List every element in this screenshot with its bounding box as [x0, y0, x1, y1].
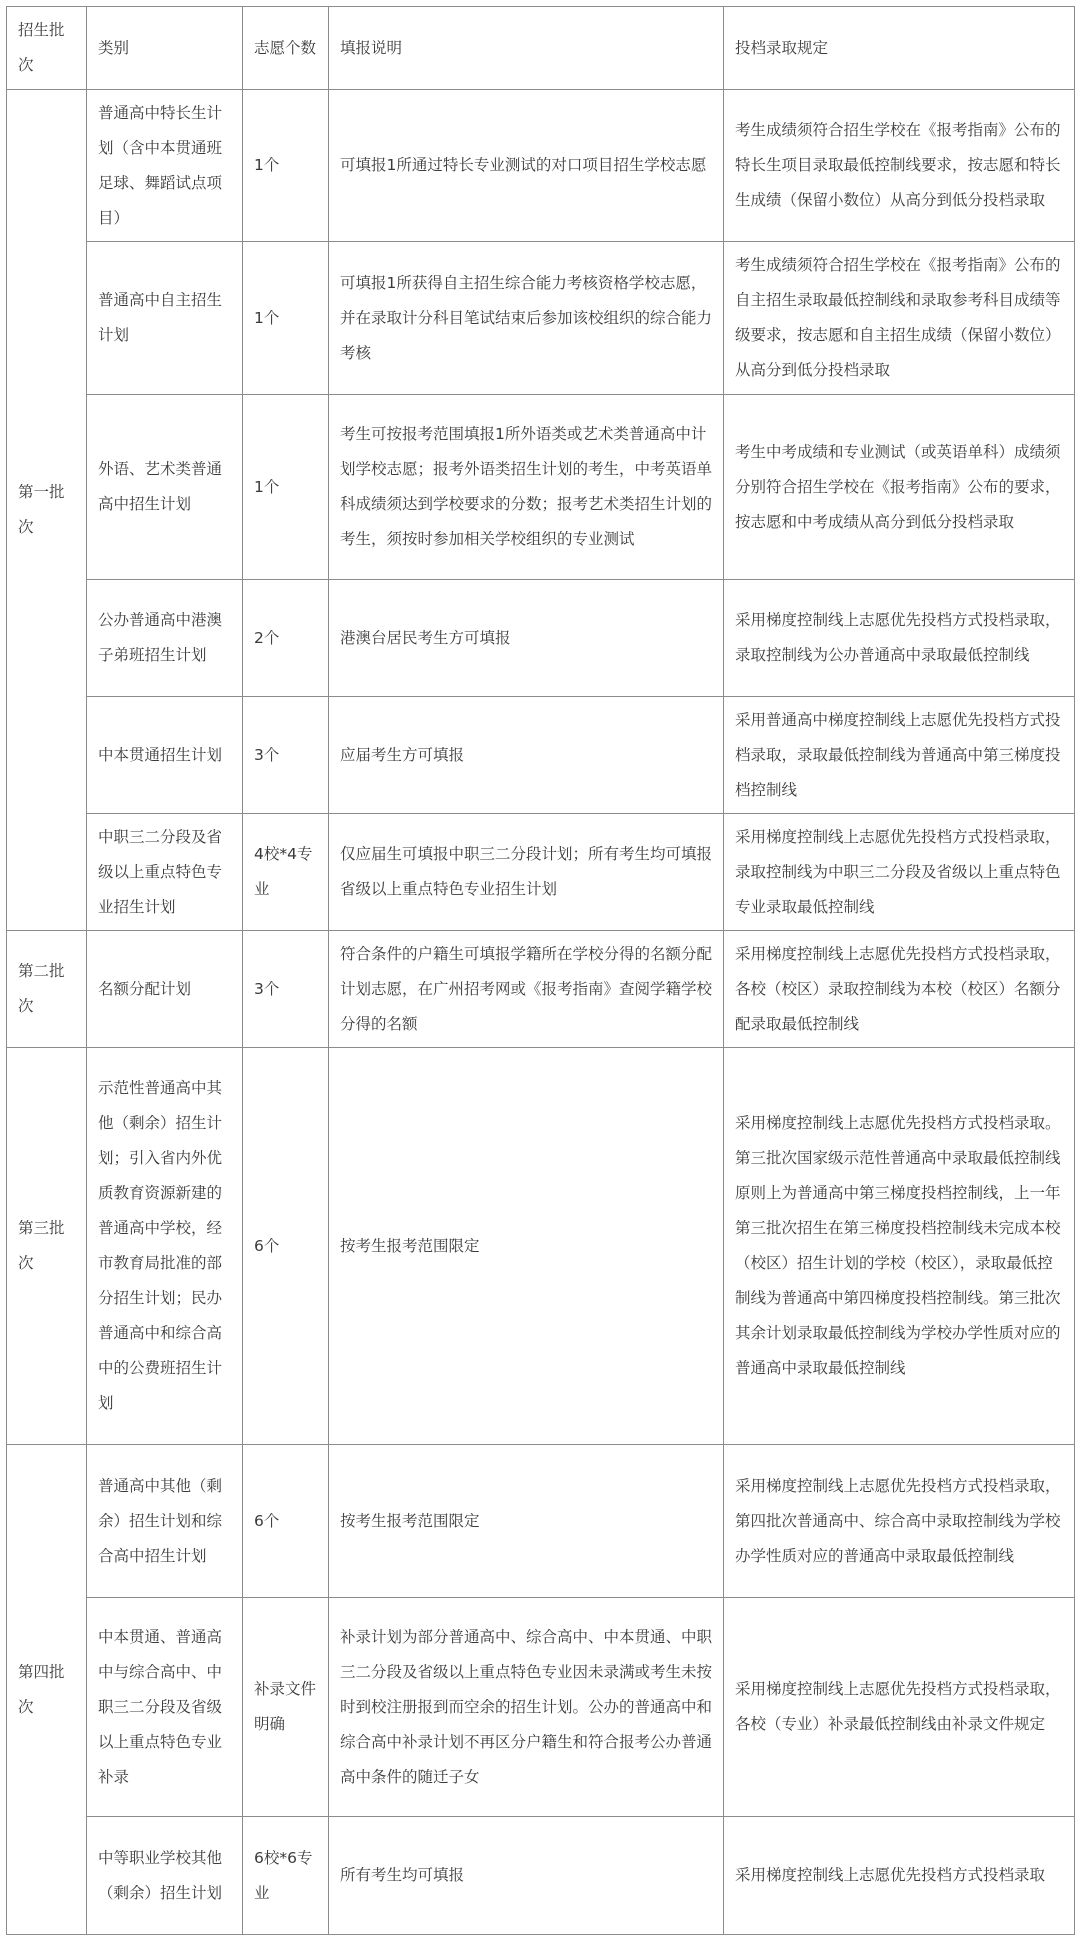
table-row	[7, 395, 1075, 580]
instructions-cell: 港澳台居民考生方可填报	[329, 580, 724, 697]
table-row	[7, 697, 1075, 814]
batch-cell: 第四批次	[7, 1445, 87, 1935]
count-cell: 补录文件明确	[243, 1598, 329, 1817]
table-row	[7, 242, 1075, 395]
batch-cell: 第三批次	[7, 1048, 87, 1445]
header-instructions: 填报说明	[329, 7, 724, 90]
count-cell: 4校*4专业	[243, 814, 329, 931]
rules-cell: 采用梯度控制线上志愿优先投档方式投档录取	[724, 1817, 1075, 1935]
rules-cell: 采用梯度控制线上志愿优先投档方式投档录取，第四批次普通高中、综合高中录取控制线为学校办学性质对应的普通高中录取最低控制线	[724, 1445, 1075, 1598]
instructions-cell: 考生可按报考范围填报1所外语类或艺术类普通高中计划学校志愿；报考外语类招生计划的考生，中考英语单科成绩须达到学校要求的分数；报考艺术类招生计划的考生，须按时参加相关学校组织的专业测试	[329, 395, 724, 580]
rules-cell: 考生成绩须符合招生学校在《报考指南》公布的自主招生录取最低控制线和录取参考科目成绩等级要求，按志愿和自主招生成绩（保留小数位）从高分到低分投档录取	[724, 242, 1075, 395]
rules-cell: 考生成绩须符合招生学校在《报考指南》公布的特长生项目录取最低控制线要求，按志愿和特长生成绩（保留小数位）从高分到低分投档录取	[724, 90, 1075, 242]
category-cell: 普通高中其他（剩余）招生计划和综合高中招生计划	[87, 1445, 243, 1598]
instructions-cell: 应届考生方可填报	[329, 697, 724, 814]
table-row	[7, 1445, 1075, 1598]
category-cell: 公办普通高中港澳子弟班招生计划	[87, 580, 243, 697]
batch-cell: 第一批次	[7, 90, 87, 931]
header-category: 类别	[87, 7, 243, 90]
table-row	[7, 1817, 1075, 1935]
admission-rules-table	[6, 6, 1075, 1935]
header-rules: 投档录取规定	[724, 7, 1075, 90]
category-cell: 外语、艺术类普通高中招生计划	[87, 395, 243, 580]
table-row	[7, 814, 1075, 931]
table-header-row	[7, 7, 1075, 90]
category-cell: 中职三二分段及省级以上重点特色专业招生计划	[87, 814, 243, 931]
category-cell: 普通高中自主招生计划	[87, 242, 243, 395]
rules-cell: 采用梯度控制线上志愿优先投档方式投档录取，录取控制线为公办普通高中录取最低控制线	[724, 580, 1075, 697]
instructions-cell: 按考生报考范围限定	[329, 1445, 724, 1598]
count-cell: 1个	[243, 242, 329, 395]
instructions-cell: 可填报1所通过特长专业测试的对口项目招生学校志愿	[329, 90, 724, 242]
rules-cell: 采用梯度控制线上志愿优先投档方式投档录取。第三批次国家级示范性普通高中录取最低控制线原则上为普通高中第三梯度投档控制线，上一年第三批次招生在第三梯度投档控制线未完成本校（校区）招生计划的学校（校区），录取最低控制线为普通高中第四梯度投档控制线。第三批次其余计划录取最低控制线为学校办学性质对应的普通高中录取最低控制线	[724, 1048, 1075, 1445]
instructions-cell: 所有考生均可填报	[329, 1817, 724, 1935]
category-cell: 中等职业学校其他（剩余）招生计划	[87, 1817, 243, 1935]
category-cell: 中本贯通招生计划	[87, 697, 243, 814]
table-row	[7, 90, 1075, 242]
table-row	[7, 1598, 1075, 1817]
category-cell: 示范性普通高中其他（剩余）招生计划；引入省内外优质教育资源新建的普通高中学校，经市教育局批准的部分招生计划；民办普通高中和综合高中的公费班招生计划	[87, 1048, 243, 1445]
count-cell: 1个	[243, 90, 329, 242]
rules-cell: 采用普通高中梯度控制线上志愿优先投档方式投档录取，录取最低控制线为普通高中第三梯度投档控制线	[724, 697, 1075, 814]
count-cell: 3个	[243, 697, 329, 814]
header-batch: 招生批次	[7, 7, 87, 90]
category-cell: 中本贯通、普通高中与综合高中、中职三二分段及省级以上重点特色专业补录	[87, 1598, 243, 1817]
rules-cell: 考生中考成绩和专业测试（或英语单科）成绩须分别符合招生学校在《报考指南》公布的要求，按志愿和中考成绩从高分到低分投档录取	[724, 395, 1075, 580]
count-cell: 1个	[243, 395, 329, 580]
count-cell: 2个	[243, 580, 329, 697]
category-cell: 名额分配计划	[87, 931, 243, 1048]
count-cell: 6个	[243, 1445, 329, 1598]
instructions-cell: 符合条件的户籍生可填报学籍所在学校分得的名额分配计划志愿，在广州招考网或《报考指南》查阅学籍学校分得的名额	[329, 931, 724, 1048]
count-cell: 6校*6专业	[243, 1817, 329, 1935]
header-count: 志愿个数	[243, 7, 329, 90]
instructions-cell: 补录计划为部分普通高中、综合高中、中本贯通、中职三二分段及省级以上重点特色专业因未录满或考生未按时到校注册报到而空余的招生计划。公办的普通高中和综合高中补录计划不再区分户籍生和符合报考公办普通高中条件的随迁子女	[329, 1598, 724, 1817]
rules-cell: 采用梯度控制线上志愿优先投档方式投档录取，各校（专业）补录最低控制线由补录文件规定	[724, 1598, 1075, 1817]
instructions-cell: 可填报1所获得自主招生综合能力考核资格学校志愿，并在录取计分科目笔试结束后参加该校组织的综合能力考核	[329, 242, 724, 395]
table-row	[7, 931, 1075, 1048]
table-row	[7, 1048, 1075, 1445]
table-row	[7, 580, 1075, 697]
rules-cell: 采用梯度控制线上志愿优先投档方式投档录取，各校（校区）录取控制线为本校（校区）名额分配录取最低控制线	[724, 931, 1075, 1048]
category-cell: 普通高中特长生计划（含中本贯通班足球、舞蹈试点项目）	[87, 90, 243, 242]
count-cell: 6个	[243, 1048, 329, 1445]
instructions-cell: 仅应届生可填报中职三二分段计划；所有考生均可填报省级以上重点特色专业招生计划	[329, 814, 724, 931]
batch-cell: 第二批次	[7, 931, 87, 1048]
instructions-cell: 按考生报考范围限定	[329, 1048, 724, 1445]
count-cell: 3个	[243, 931, 329, 1048]
rules-cell: 采用梯度控制线上志愿优先投档方式投档录取，录取控制线为中职三二分段及省级以上重点特色专业录取最低控制线	[724, 814, 1075, 931]
